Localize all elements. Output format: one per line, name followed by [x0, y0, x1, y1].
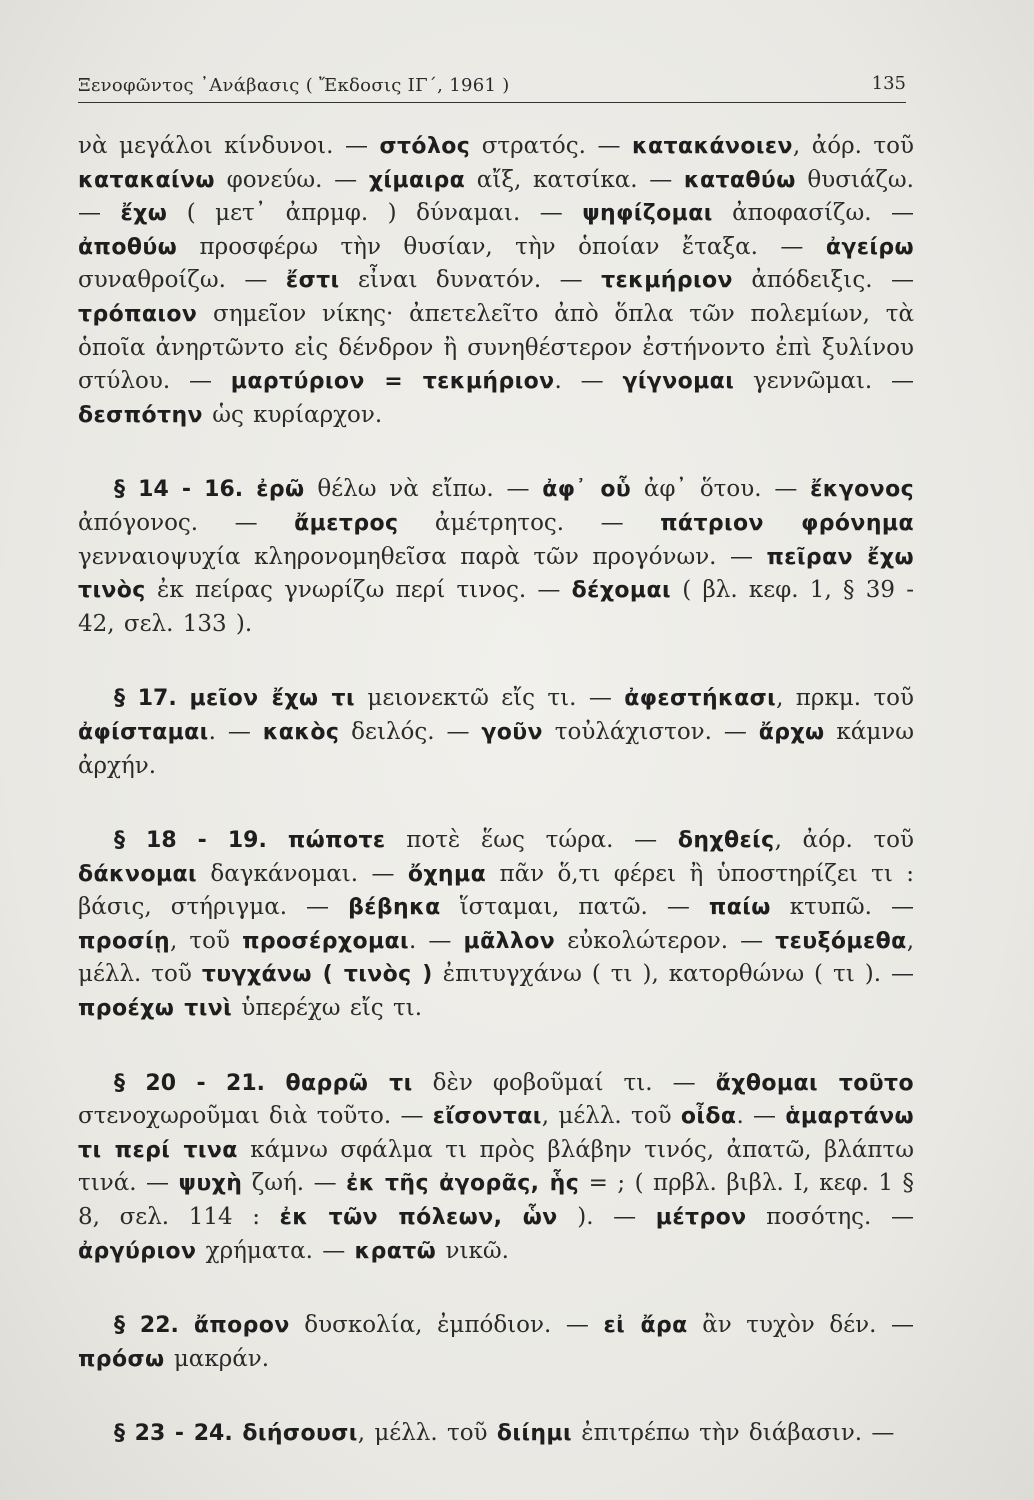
- headword: ἐρῶ: [256, 477, 305, 503]
- section-number: § 14 - 16.: [114, 477, 257, 503]
- definition-text: ἐκ πείρας γνωρίζω περί τινος. —: [145, 577, 572, 604]
- headword: προσίῃ: [78, 928, 171, 954]
- headword: ἁμαρτάνω τι περί τινα: [78, 1104, 915, 1163]
- headword: δέχομαι: [571, 578, 672, 604]
- definition-text: κάμνω ἀρχήν.: [78, 718, 915, 779]
- definition-text: ἐπιτρέπω τὴν διάβασιν. —: [571, 1420, 895, 1447]
- definition-text: νὰ μεγάλοι κίνδυνοι. —: [78, 133, 380, 159]
- definition-text: τοὐλάχιστον. —: [542, 718, 759, 745]
- headword: κατακάνοιεν: [631, 134, 793, 159]
- section-number: § 18 - 19.: [114, 828, 288, 854]
- headword: ἀργύριον: [78, 1238, 197, 1264]
- definition-text: ὡς κυρίαρχον.: [202, 401, 383, 428]
- headword: γίγνομαι: [622, 369, 735, 395]
- definition-text: φονεύω. —: [214, 166, 369, 193]
- headword: ἔχω: [120, 201, 168, 227]
- definition-text: νικῶ.: [436, 1237, 509, 1264]
- headword: παίω: [708, 895, 771, 921]
- headword: μᾶλλον: [463, 928, 556, 954]
- paragraph-section-17: [78, 682, 914, 783]
- headword: ἀποθύω: [78, 234, 178, 260]
- definition-text: , ἀόρ. τοῦ: [774, 827, 914, 854]
- headword: οἶδα: [680, 1104, 737, 1130]
- definition-text: χρήματα. —: [196, 1237, 355, 1264]
- definition-text: μακράν.: [164, 1345, 270, 1372]
- definition-text: δαγκάνομαι. —: [197, 860, 408, 887]
- definition-text: σημεῖον νίκης· ἀπετελεῖτο ἀπὸ ὅπλα τῶν πολεμίων, τὰ ὁποῖα ἀνηρτῶντο εἰς δένδρον ἢ συνηθέστερον ἐστήνοντο ἐπὶ ξυλίνου στύλου. —: [78, 300, 914, 395]
- definition-text: γενναιοψυχία κληρονομηθεῖσα παρὰ τῶν προγόνων. —: [78, 543, 767, 570]
- headword: δηχθείς: [677, 828, 775, 854]
- headword: ἄμετρος: [294, 510, 399, 536]
- headword: δεσπότην: [78, 402, 203, 428]
- definition-text: δυσκολία, ἐμπόδιον. —: [289, 1312, 604, 1339]
- section-number: § 22.: [114, 1313, 194, 1339]
- paragraph-section-20-21: [78, 1067, 914, 1269]
- definition-text: ἀφ᾿ ὅτου. —: [631, 476, 811, 503]
- headword: ἀφίσταμαι: [78, 719, 209, 745]
- headword: ἄπορον: [193, 1313, 290, 1339]
- headword: γοῦν: [481, 719, 543, 745]
- definition-text: προσφέρω τὴν θυσίαν, τὴν ὁποίαν ἔταξα. —: [177, 233, 826, 260]
- definition-text: . —: [208, 718, 263, 745]
- definition-text: κάμνω σφάλμα τι πρὸς βλάβην τινός, ἀπατῶ, βλάπτω τινά. —: [78, 1136, 914, 1197]
- headword: τευξόμεθα: [775, 928, 907, 954]
- headword: κρατῶ: [354, 1238, 437, 1264]
- headword: ἐκ τῶν πόλεων, ὧν: [279, 1205, 558, 1231]
- definition-text: γεννῶμαι. —: [734, 368, 914, 395]
- definition-text: , μέλλ. τοῦ: [78, 927, 914, 988]
- definition-text: μειονεκτῶ εἴς τι. —: [354, 685, 625, 712]
- definition-text: , πρκμ. τοῦ: [776, 685, 915, 712]
- headword: ψηφίζομαι: [582, 201, 713, 227]
- headword: εἰ ἄρα: [603, 1313, 688, 1339]
- headword: ἄρχω: [758, 719, 825, 745]
- headword: διίημι: [496, 1421, 572, 1447]
- section-number: § 17.: [114, 686, 190, 712]
- definition-text: . —: [554, 368, 623, 395]
- glossary-text: [78, 130, 914, 1451]
- section-number: § 23 - 24.: [114, 1421, 243, 1447]
- headword: στόλος: [379, 134, 471, 159]
- headword: βέβηκα: [348, 895, 441, 921]
- definition-text: ζωή. —: [242, 1170, 347, 1197]
- headword: χίμαιρα: [368, 167, 466, 193]
- headword: ἔστι: [285, 268, 340, 294]
- headword: μαρτύριον = τεκμήριον: [230, 369, 555, 395]
- definition-text: ἀποφασίζω. —: [712, 200, 914, 227]
- definition-text: ἀπόγονος. —: [78, 509, 295, 536]
- definition-text: στενοχωροῦμαι διὰ τοῦτο. —: [78, 1103, 433, 1130]
- headword: καταθύω: [683, 167, 796, 193]
- section-number: § 20 - 21.: [114, 1070, 286, 1096]
- definition-text: ἐπιτυγχάνω ( τι ), κατορθώνω ( τι ). —: [432, 961, 914, 988]
- headword: ἄχθομαι τοῦτο: [715, 1070, 914, 1096]
- definition-text: στρατός. —: [470, 133, 632, 159]
- headword: ἀγείρω: [825, 234, 914, 260]
- definition-text: , μέλλ. τοῦ: [541, 1103, 681, 1130]
- headword: ἀφεστήκασι: [624, 686, 777, 712]
- headword: πρόσω: [78, 1346, 165, 1372]
- headword: μέτρον: [655, 1205, 747, 1231]
- headword: διήσουσι: [242, 1421, 358, 1447]
- definition-text: κτυπῶ. —: [770, 894, 915, 921]
- headword: κατακαίνω: [78, 167, 215, 193]
- headword: ὄχημα: [407, 861, 487, 887]
- definition-text: συναθροίζω. —: [78, 267, 286, 294]
- headword: ἐκ τῆς ἀγορᾶς, ἧς: [346, 1171, 580, 1197]
- definition-text: αἴξ, κατσίκα. —: [465, 166, 684, 193]
- paragraph-section-22: [78, 1309, 914, 1376]
- page-number: 135: [871, 73, 906, 94]
- definition-text: , ἀόρ. τοῦ: [792, 133, 914, 159]
- definition-text: , τοῦ: [170, 927, 243, 954]
- definition-text: δειλός. —: [339, 718, 482, 745]
- definition-text: ὑπερέχω εἴς τι.: [232, 995, 423, 1022]
- definition-text: θέλω νὰ εἴπω. —: [304, 476, 543, 503]
- headword: πώποτε: [287, 828, 386, 854]
- headword: θαρρῶ τι: [285, 1070, 413, 1096]
- definition-text: ποτὲ ἕως τώρα. —: [385, 827, 678, 854]
- definition-text: ἵσταμαι, πατῶ. —: [440, 894, 709, 921]
- definition-text: ἂν τυχὸν δέν. —: [687, 1312, 914, 1339]
- definition-text: . —: [409, 927, 464, 954]
- headword: ψυχὴ: [178, 1171, 243, 1197]
- definition-text: ποσότης. —: [746, 1204, 914, 1231]
- paragraph-intro: [78, 130, 914, 432]
- running-header: [78, 62, 906, 103]
- headword: ἀφ᾿ οὗ: [542, 477, 632, 503]
- definition-text: πᾶν ὅ,τι φέρει ἢ ὑποστηρίζει τι : βάσις, στήριγμα. —: [78, 860, 914, 921]
- definition-text: = ; ( πρβλ. βιβλ. Ι, κεφ. 1 § 8, σελ. 114 :: [78, 1170, 914, 1231]
- headword: τυγχάνω ( τινὸς ): [201, 962, 433, 988]
- headword: κακὸς: [262, 719, 340, 745]
- definition-text: δὲν φοβοῦμαί τι. —: [412, 1069, 716, 1096]
- headword: προέχω τινὶ: [78, 996, 233, 1022]
- headword: τεκμήριον: [601, 268, 733, 294]
- headword: πάτριον φρόνημα: [660, 510, 914, 536]
- definition-text: ( μετ᾿ ἀπρμφ. ) δύναμαι. —: [167, 200, 583, 227]
- headword: μεῖον ἔχω τι: [189, 686, 355, 712]
- definition-text: ). —: [557, 1204, 656, 1231]
- paragraph-section-14-16: [78, 473, 914, 641]
- header-title: Ξενοφῶντος ᾿Ανάβασις ( Ἔκδοσις ΙΓ΄, 1961 ): [78, 75, 510, 96]
- definition-text: ( βλ. κεφ. 1, § 39 - 42, σελ. 133 ).: [78, 577, 914, 637]
- headword: δάκνομαι: [78, 861, 198, 887]
- headword: πεῖραν ἔχω τινὸς: [78, 544, 914, 604]
- definition-text: , μέλλ. τοῦ: [357, 1420, 497, 1447]
- headword: εἴσονται: [432, 1104, 542, 1130]
- headword: προσέρχομαι: [242, 928, 410, 954]
- definition-text: εἶναι δυνατόν. —: [339, 267, 602, 294]
- headword: τρόπαιον: [78, 301, 198, 327]
- definition-text: ἀπόδειξις. —: [732, 267, 914, 294]
- paragraph-section-18-19: [78, 824, 914, 1026]
- headword: ἔκγονος: [810, 477, 915, 503]
- definition-text: θυσιάζω. —: [78, 166, 914, 227]
- definition-text: . —: [736, 1103, 786, 1130]
- definition-text: εὐκολώτερον. —: [555, 927, 776, 954]
- paragraph-section-23-24: [78, 1417, 914, 1451]
- definition-text: ἀμέτρητος. —: [398, 509, 661, 536]
